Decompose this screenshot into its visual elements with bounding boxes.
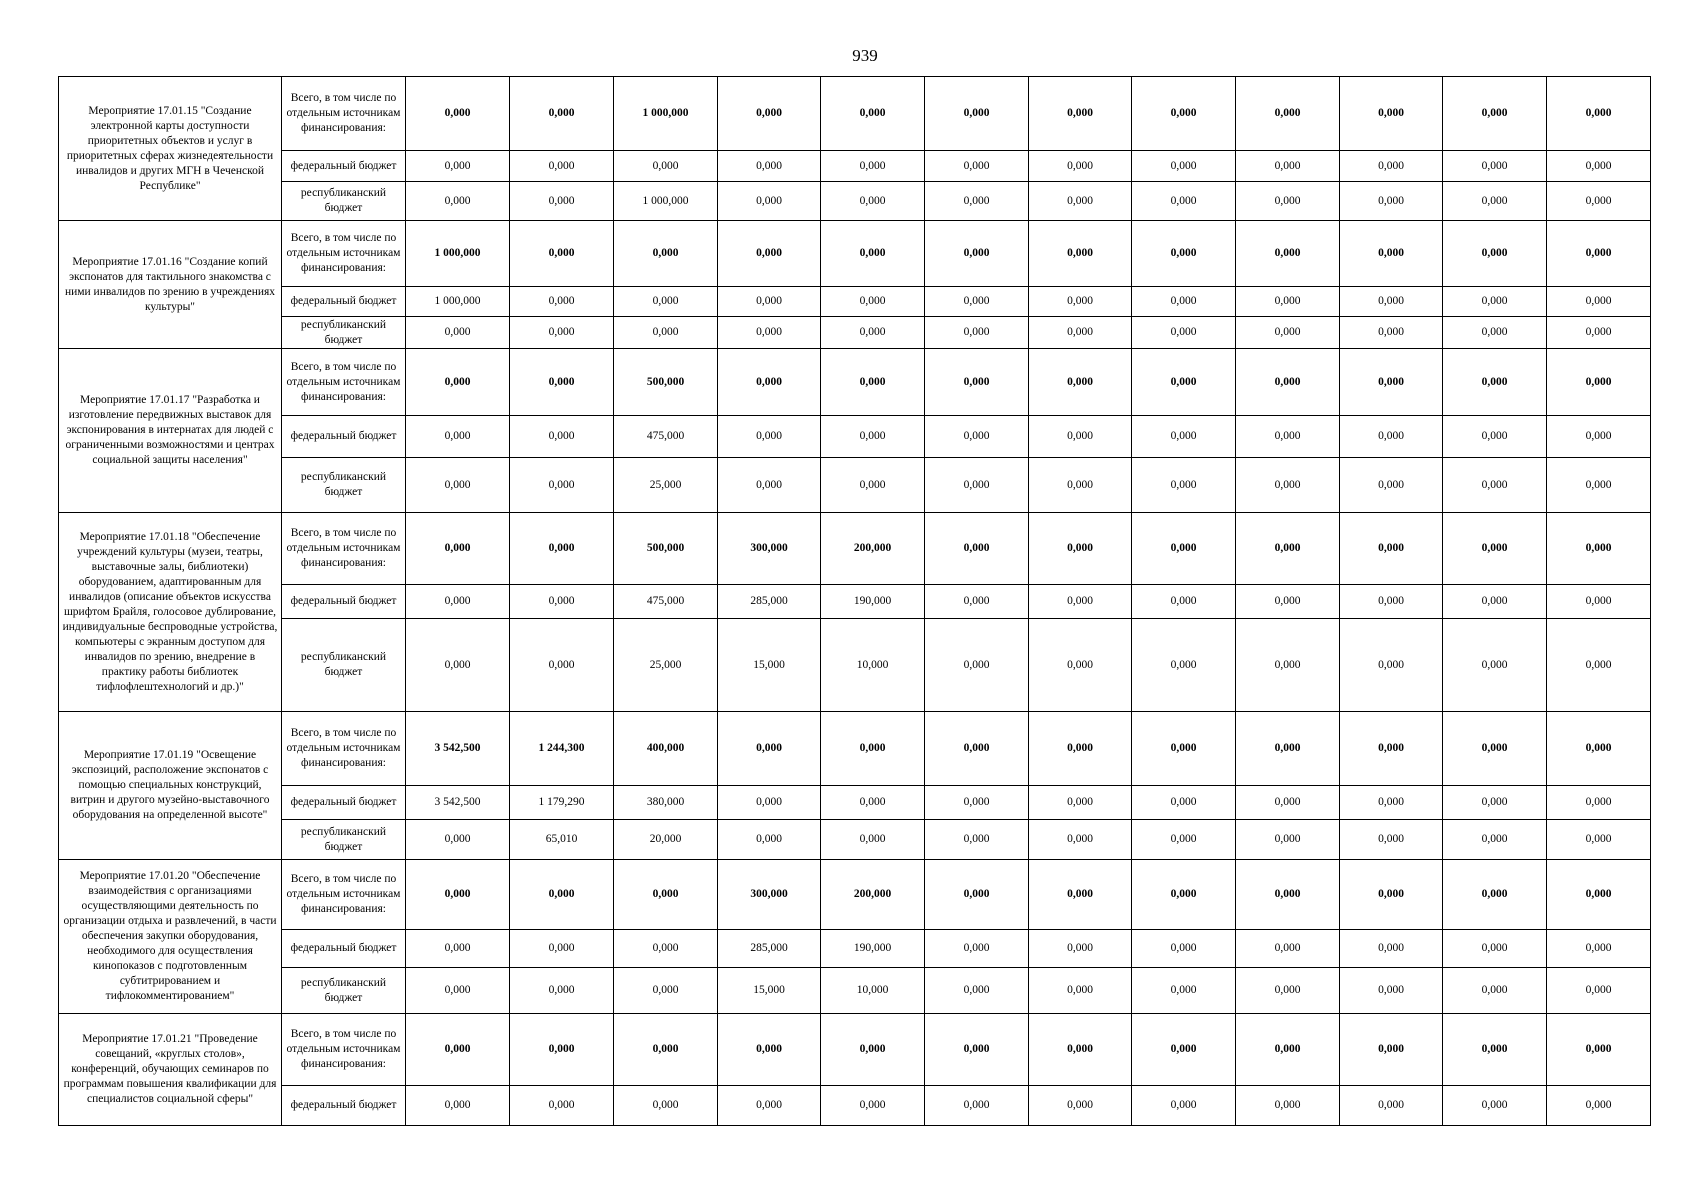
value-cell: 0,000 <box>614 930 718 968</box>
funding-source-label: республиканский бюджет <box>282 619 406 712</box>
value-cell: 15,000 <box>718 619 821 712</box>
value-cell: 0,000 <box>1236 349 1340 416</box>
value-cell: 190,000 <box>821 930 925 968</box>
value-cell: 0,000 <box>821 712 925 786</box>
value-cell: 0,000 <box>925 349 1029 416</box>
value-cell: 0,000 <box>821 182 925 221</box>
funding-source-label: федеральный бюджет <box>282 585 406 619</box>
measure-title: Мероприятие 17.01.18 "Обеспечение учреждений культуры (музеи, театры, выставочные залы, библиотеки) оборудованием, адаптированным для инвалидов (описание объектов искусства шрифтом Брайля, голосовое дублирование, индивидуальные беспроводные устройства, компьютеры с экранным доступом для инвалидов по зрению, внедрение в практику работы библиотек тифлофлештехнологий и др.)" <box>59 513 282 712</box>
value-cell: 0,000 <box>925 968 1029 1014</box>
value-cell: 1 000,000 <box>614 182 718 221</box>
value-cell: 0,000 <box>821 151 925 182</box>
value-cell: 0,000 <box>510 860 614 930</box>
funding-source-label: республиканский бюджет <box>282 317 406 349</box>
table-row <box>59 182 1651 221</box>
value-cell: 0,000 <box>925 77 1029 151</box>
value-cell: 0,000 <box>1236 1014 1340 1086</box>
value-cell: 0,000 <box>1029 930 1132 968</box>
value-cell: 0,000 <box>1443 1014 1547 1086</box>
value-cell: 0,000 <box>1236 513 1340 585</box>
value-cell: 300,000 <box>718 513 821 585</box>
value-cell: 0,000 <box>1132 287 1236 317</box>
value-cell: 0,000 <box>510 513 614 585</box>
value-cell: 0,000 <box>1340 317 1443 349</box>
value-cell: 0,000 <box>1236 221 1340 287</box>
value-cell: 0,000 <box>1029 77 1132 151</box>
value-cell: 0,000 <box>1547 287 1651 317</box>
value-cell: 0,000 <box>406 513 510 585</box>
value-cell: 0,000 <box>821 1014 925 1086</box>
value-cell: 0,000 <box>406 820 510 860</box>
value-cell: 0,000 <box>1340 513 1443 585</box>
value-cell: 0,000 <box>1340 1086 1443 1126</box>
value-cell: 0,000 <box>406 930 510 968</box>
value-cell: 475,000 <box>614 416 718 458</box>
value-cell: 0,000 <box>1443 930 1547 968</box>
table-row <box>59 585 1651 619</box>
value-cell: 0,000 <box>510 416 614 458</box>
value-cell: 0,000 <box>406 317 510 349</box>
value-cell: 0,000 <box>1443 712 1547 786</box>
value-cell: 0,000 <box>1547 619 1651 712</box>
value-cell: 0,000 <box>1547 860 1651 930</box>
value-cell: 0,000 <box>1132 416 1236 458</box>
value-cell: 15,000 <box>718 968 821 1014</box>
value-cell: 0,000 <box>1547 1086 1651 1126</box>
value-cell: 0,000 <box>1236 317 1340 349</box>
value-cell: 0,000 <box>1132 151 1236 182</box>
value-cell: 0,000 <box>1443 416 1547 458</box>
value-cell: 0,000 <box>1340 619 1443 712</box>
value-cell: 0,000 <box>1029 458 1132 513</box>
value-cell: 0,000 <box>1547 151 1651 182</box>
value-cell: 0,000 <box>406 585 510 619</box>
value-cell: 0,000 <box>718 786 821 820</box>
value-cell: 0,000 <box>1132 1086 1236 1126</box>
value-cell: 0,000 <box>1132 182 1236 221</box>
value-cell: 0,000 <box>1340 820 1443 860</box>
value-cell: 25,000 <box>614 619 718 712</box>
value-cell: 0,000 <box>1132 860 1236 930</box>
value-cell: 0,000 <box>1340 968 1443 1014</box>
value-cell: 0,000 <box>821 458 925 513</box>
value-cell: 0,000 <box>1236 287 1340 317</box>
funding-source-label: республиканский бюджет <box>282 820 406 860</box>
value-cell: 1 000,000 <box>406 221 510 287</box>
value-cell: 0,000 <box>925 820 1029 860</box>
value-cell: 0,000 <box>1340 416 1443 458</box>
value-cell: 0,000 <box>925 317 1029 349</box>
value-cell: 0,000 <box>1029 513 1132 585</box>
value-cell: 0,000 <box>614 221 718 287</box>
value-cell: 0,000 <box>821 77 925 151</box>
value-cell: 0,000 <box>1236 930 1340 968</box>
value-cell: 0,000 <box>1443 820 1547 860</box>
funding-source-label: Всего, в том числе по отдельным источникам финансирования: <box>282 712 406 786</box>
value-cell: 20,000 <box>614 820 718 860</box>
measure-title: Мероприятие 17.01.17 "Разработка и изготовление передвижных выставок для экспонирования в интернатах для людей с ограниченными возможностями и центрах социальной защиты населения" <box>59 349 282 513</box>
value-cell: 0,000 <box>1547 930 1651 968</box>
value-cell: 0,000 <box>510 317 614 349</box>
value-cell: 0,000 <box>1340 1014 1443 1086</box>
value-cell: 0,000 <box>510 1086 614 1126</box>
value-cell: 190,000 <box>821 585 925 619</box>
value-cell: 0,000 <box>925 930 1029 968</box>
value-cell: 0,000 <box>1029 1014 1132 1086</box>
value-cell: 0,000 <box>718 287 821 317</box>
value-cell: 0,000 <box>1236 786 1340 820</box>
value-cell: 0,000 <box>1132 619 1236 712</box>
value-cell: 0,000 <box>821 317 925 349</box>
value-cell: 0,000 <box>1029 182 1132 221</box>
value-cell: 65,010 <box>510 820 614 860</box>
value-cell: 0,000 <box>1547 968 1651 1014</box>
value-cell: 0,000 <box>1340 287 1443 317</box>
value-cell: 0,000 <box>718 712 821 786</box>
value-cell: 0,000 <box>925 860 1029 930</box>
value-cell: 0,000 <box>1236 416 1340 458</box>
funding-source-label: республиканский бюджет <box>282 968 406 1014</box>
value-cell: 0,000 <box>406 619 510 712</box>
value-cell: 0,000 <box>1340 349 1443 416</box>
funding-source-label: Всего, в том числе по отдельным источникам финансирования: <box>282 77 406 151</box>
value-cell: 0,000 <box>1547 182 1651 221</box>
value-cell: 0,000 <box>1029 585 1132 619</box>
value-cell: 0,000 <box>510 221 614 287</box>
value-cell: 0,000 <box>1340 930 1443 968</box>
value-cell: 0,000 <box>1547 349 1651 416</box>
value-cell: 0,000 <box>1443 151 1547 182</box>
value-cell: 0,000 <box>1132 349 1236 416</box>
value-cell: 0,000 <box>1443 77 1547 151</box>
value-cell: 3 542,500 <box>406 712 510 786</box>
value-cell: 0,000 <box>406 968 510 1014</box>
value-cell: 0,000 <box>925 416 1029 458</box>
value-cell: 0,000 <box>1547 1014 1651 1086</box>
table-row <box>59 458 1651 513</box>
value-cell: 0,000 <box>614 151 718 182</box>
value-cell: 0,000 <box>1132 77 1236 151</box>
value-cell: 0,000 <box>718 458 821 513</box>
value-cell: 0,000 <box>821 221 925 287</box>
value-cell: 1 000,000 <box>614 77 718 151</box>
table-row <box>59 416 1651 458</box>
funding-source-label: Всего, в том числе по отдельным источникам финансирования: <box>282 513 406 585</box>
value-cell: 0,000 <box>821 349 925 416</box>
value-cell: 0,000 <box>1132 712 1236 786</box>
value-cell: 0,000 <box>510 77 614 151</box>
value-cell: 0,000 <box>1236 1086 1340 1126</box>
funding-source-label: федеральный бюджет <box>282 1086 406 1126</box>
value-cell: 0,000 <box>614 287 718 317</box>
value-cell: 0,000 <box>718 221 821 287</box>
value-cell: 0,000 <box>1029 349 1132 416</box>
value-cell: 0,000 <box>406 1086 510 1126</box>
value-cell: 0,000 <box>1340 585 1443 619</box>
value-cell: 285,000 <box>718 930 821 968</box>
value-cell: 0,000 <box>925 712 1029 786</box>
value-cell: 0,000 <box>1029 968 1132 1014</box>
value-cell: 0,000 <box>406 458 510 513</box>
value-cell: 0,000 <box>1236 458 1340 513</box>
value-cell: 0,000 <box>1029 619 1132 712</box>
measure-title: Мероприятие 17.01.20 "Обеспечение взаимодействия с организациями осуществляющими деятельность по организации отдыха и развлечений, в части обеспечения закупки оборудования, необходимого для осуществления кинопоказов с подготовленным субтитрированием и тифлокомментированием" <box>59 860 282 1014</box>
funding-source-label: Всего, в том числе по отдельным источникам финансирования: <box>282 1014 406 1086</box>
value-cell: 0,000 <box>1340 458 1443 513</box>
value-cell: 1 244,300 <box>510 712 614 786</box>
value-cell: 0,000 <box>510 349 614 416</box>
value-cell: 0,000 <box>510 930 614 968</box>
value-cell: 10,000 <box>821 968 925 1014</box>
value-cell: 0,000 <box>718 317 821 349</box>
table-row <box>59 712 1651 786</box>
value-cell: 1 179,290 <box>510 786 614 820</box>
funding-source-label: республиканский бюджет <box>282 182 406 221</box>
funding-source-label: Всего, в том числе по отдельным источникам финансирования: <box>282 860 406 930</box>
value-cell: 0,000 <box>510 287 614 317</box>
value-cell: 380,000 <box>614 786 718 820</box>
table-row <box>59 786 1651 820</box>
value-cell: 0,000 <box>1236 968 1340 1014</box>
table-row <box>59 820 1651 860</box>
value-cell: 0,000 <box>1132 968 1236 1014</box>
measure-title: Мероприятие 17.01.16 "Создание копий экспонатов для тактильного знакомства с ними инвалидов по зрению в учреждениях культуры" <box>59 221 282 349</box>
value-cell: 0,000 <box>406 860 510 930</box>
value-cell: 0,000 <box>1547 317 1651 349</box>
value-cell: 285,000 <box>718 585 821 619</box>
value-cell: 0,000 <box>1547 585 1651 619</box>
value-cell: 0,000 <box>1029 151 1132 182</box>
value-cell: 0,000 <box>1132 513 1236 585</box>
value-cell: 0,000 <box>1443 287 1547 317</box>
value-cell: 0,000 <box>1132 786 1236 820</box>
value-cell: 0,000 <box>1029 317 1132 349</box>
value-cell: 0,000 <box>1340 786 1443 820</box>
value-cell: 0,000 <box>821 287 925 317</box>
measure-title: Мероприятие 17.01.15 "Создание электронной карты доступности приоритетных объектов и услуг в приоритетных сферах жизнедеятельности инвалидов и других МГН в Чеченской Республике" <box>59 77 282 221</box>
value-cell: 0,000 <box>718 1014 821 1086</box>
value-cell: 0,000 <box>925 151 1029 182</box>
value-cell: 0,000 <box>614 968 718 1014</box>
value-cell: 0,000 <box>1236 619 1340 712</box>
value-cell: 0,000 <box>1340 151 1443 182</box>
value-cell: 400,000 <box>614 712 718 786</box>
value-cell: 0,000 <box>1029 860 1132 930</box>
value-cell: 0,000 <box>1547 416 1651 458</box>
funding-source-label: Всего, в том числе по отдельным источникам финансирования: <box>282 349 406 416</box>
value-cell: 0,000 <box>821 820 925 860</box>
value-cell: 475,000 <box>614 585 718 619</box>
table-row <box>59 1014 1651 1086</box>
table-row <box>59 287 1651 317</box>
value-cell: 0,000 <box>1443 786 1547 820</box>
value-cell: 0,000 <box>614 1014 718 1086</box>
measure-title: Мероприятие 17.01.21 "Проведение совещаний, «круглых столов», конференций, обучающих семинаров по программам повышения квалификации для специалистов социальной сферы" <box>59 1014 282 1126</box>
value-cell: 0,000 <box>510 585 614 619</box>
value-cell: 0,000 <box>1443 317 1547 349</box>
value-cell: 300,000 <box>718 860 821 930</box>
value-cell: 0,000 <box>1443 1086 1547 1126</box>
value-cell: 0,000 <box>1443 619 1547 712</box>
value-cell: 0,000 <box>925 1086 1029 1126</box>
page-number: 939 <box>852 46 878 65</box>
funding-source-label: федеральный бюджет <box>282 786 406 820</box>
value-cell: 0,000 <box>1443 349 1547 416</box>
table-row <box>59 221 1651 287</box>
value-cell: 0,000 <box>614 317 718 349</box>
value-cell: 0,000 <box>1547 513 1651 585</box>
value-cell: 0,000 <box>1340 182 1443 221</box>
value-cell: 0,000 <box>1236 585 1340 619</box>
value-cell: 0,000 <box>925 619 1029 712</box>
value-cell: 0,000 <box>1340 221 1443 287</box>
value-cell: 0,000 <box>1132 930 1236 968</box>
value-cell: 0,000 <box>1340 77 1443 151</box>
value-cell: 0,000 <box>925 513 1029 585</box>
value-cell: 0,000 <box>406 77 510 151</box>
value-cell: 0,000 <box>925 458 1029 513</box>
funding-source-label: республиканский бюджет <box>282 458 406 513</box>
table-row <box>59 151 1651 182</box>
value-cell: 0,000 <box>1029 221 1132 287</box>
value-cell: 0,000 <box>1132 458 1236 513</box>
funding-source-label: федеральный бюджет <box>282 151 406 182</box>
value-cell: 0,000 <box>614 1086 718 1126</box>
value-cell: 0,000 <box>1443 860 1547 930</box>
value-cell: 200,000 <box>821 513 925 585</box>
value-cell: 0,000 <box>1029 820 1132 860</box>
value-cell: 0,000 <box>1547 786 1651 820</box>
value-cell: 1 000,000 <box>406 287 510 317</box>
value-cell: 0,000 <box>1443 585 1547 619</box>
table-row <box>59 77 1651 151</box>
value-cell: 0,000 <box>510 968 614 1014</box>
value-cell: 0,000 <box>925 287 1029 317</box>
value-cell: 3 542,500 <box>406 786 510 820</box>
value-cell: 0,000 <box>1029 416 1132 458</box>
value-cell: 0,000 <box>1029 712 1132 786</box>
value-cell: 0,000 <box>1340 860 1443 930</box>
value-cell: 0,000 <box>821 416 925 458</box>
value-cell: 0,000 <box>718 77 821 151</box>
value-cell: 0,000 <box>821 1086 925 1126</box>
value-cell: 0,000 <box>718 349 821 416</box>
table-row <box>59 349 1651 416</box>
value-cell: 0,000 <box>1029 287 1132 317</box>
funding-source-label: Всего, в том числе по отдельным источникам финансирования: <box>282 221 406 287</box>
funding-source-label: федеральный бюджет <box>282 416 406 458</box>
value-cell: 0,000 <box>1236 712 1340 786</box>
value-cell: 0,000 <box>1236 151 1340 182</box>
value-cell: 0,000 <box>718 182 821 221</box>
value-cell: 0,000 <box>925 786 1029 820</box>
value-cell: 0,000 <box>510 619 614 712</box>
value-cell: 200,000 <box>821 860 925 930</box>
value-cell: 0,000 <box>1443 513 1547 585</box>
value-cell: 500,000 <box>614 513 718 585</box>
value-cell: 500,000 <box>614 349 718 416</box>
value-cell: 25,000 <box>614 458 718 513</box>
value-cell: 0,000 <box>1132 1014 1236 1086</box>
value-cell: 0,000 <box>406 182 510 221</box>
value-cell: 0,000 <box>614 860 718 930</box>
value-cell: 10,000 <box>821 619 925 712</box>
value-cell: 0,000 <box>406 416 510 458</box>
value-cell: 0,000 <box>406 349 510 416</box>
value-cell: 0,000 <box>510 1014 614 1086</box>
table-row <box>59 930 1651 968</box>
value-cell: 0,000 <box>1443 458 1547 513</box>
value-cell: 0,000 <box>1547 458 1651 513</box>
table-row <box>59 317 1651 349</box>
value-cell: 0,000 <box>718 416 821 458</box>
table-row <box>59 1086 1651 1126</box>
value-cell: 0,000 <box>1132 317 1236 349</box>
value-cell: 0,000 <box>1443 221 1547 287</box>
value-cell: 0,000 <box>1132 585 1236 619</box>
value-cell: 0,000 <box>1132 820 1236 860</box>
budget-table <box>58 76 1651 1126</box>
value-cell: 0,000 <box>925 1014 1029 1086</box>
funding-source-label: федеральный бюджет <box>282 930 406 968</box>
value-cell: 0,000 <box>1340 712 1443 786</box>
value-cell: 0,000 <box>1443 182 1547 221</box>
value-cell: 0,000 <box>1029 786 1132 820</box>
funding-source-label: федеральный бюджет <box>282 287 406 317</box>
value-cell: 0,000 <box>925 221 1029 287</box>
value-cell: 0,000 <box>1236 820 1340 860</box>
value-cell: 0,000 <box>1547 820 1651 860</box>
value-cell: 0,000 <box>1547 712 1651 786</box>
value-cell: 0,000 <box>1443 968 1547 1014</box>
value-cell: 0,000 <box>1236 182 1340 221</box>
value-cell: 0,000 <box>406 151 510 182</box>
value-cell: 0,000 <box>510 151 614 182</box>
table-row <box>59 513 1651 585</box>
table-row <box>59 860 1651 930</box>
table-row <box>59 619 1651 712</box>
value-cell: 0,000 <box>718 1086 821 1126</box>
measure-title: Мероприятие 17.01.19 "Освещение экспозиций, расположение экспонатов с помощью специальных конструкций, витрин и другого музейно-выставочного оборудования на определенной высоте" <box>59 712 282 860</box>
table-row <box>59 968 1651 1014</box>
value-cell: 0,000 <box>821 786 925 820</box>
value-cell: 0,000 <box>1029 1086 1132 1126</box>
value-cell: 0,000 <box>1132 221 1236 287</box>
value-cell: 0,000 <box>718 151 821 182</box>
value-cell: 0,000 <box>1547 77 1651 151</box>
value-cell: 0,000 <box>406 1014 510 1086</box>
value-cell: 0,000 <box>925 585 1029 619</box>
value-cell: 0,000 <box>510 182 614 221</box>
value-cell: 0,000 <box>510 458 614 513</box>
value-cell: 0,000 <box>718 820 821 860</box>
value-cell: 0,000 <box>1236 77 1340 151</box>
value-cell: 0,000 <box>1547 221 1651 287</box>
value-cell: 0,000 <box>925 182 1029 221</box>
value-cell: 0,000 <box>1236 860 1340 930</box>
